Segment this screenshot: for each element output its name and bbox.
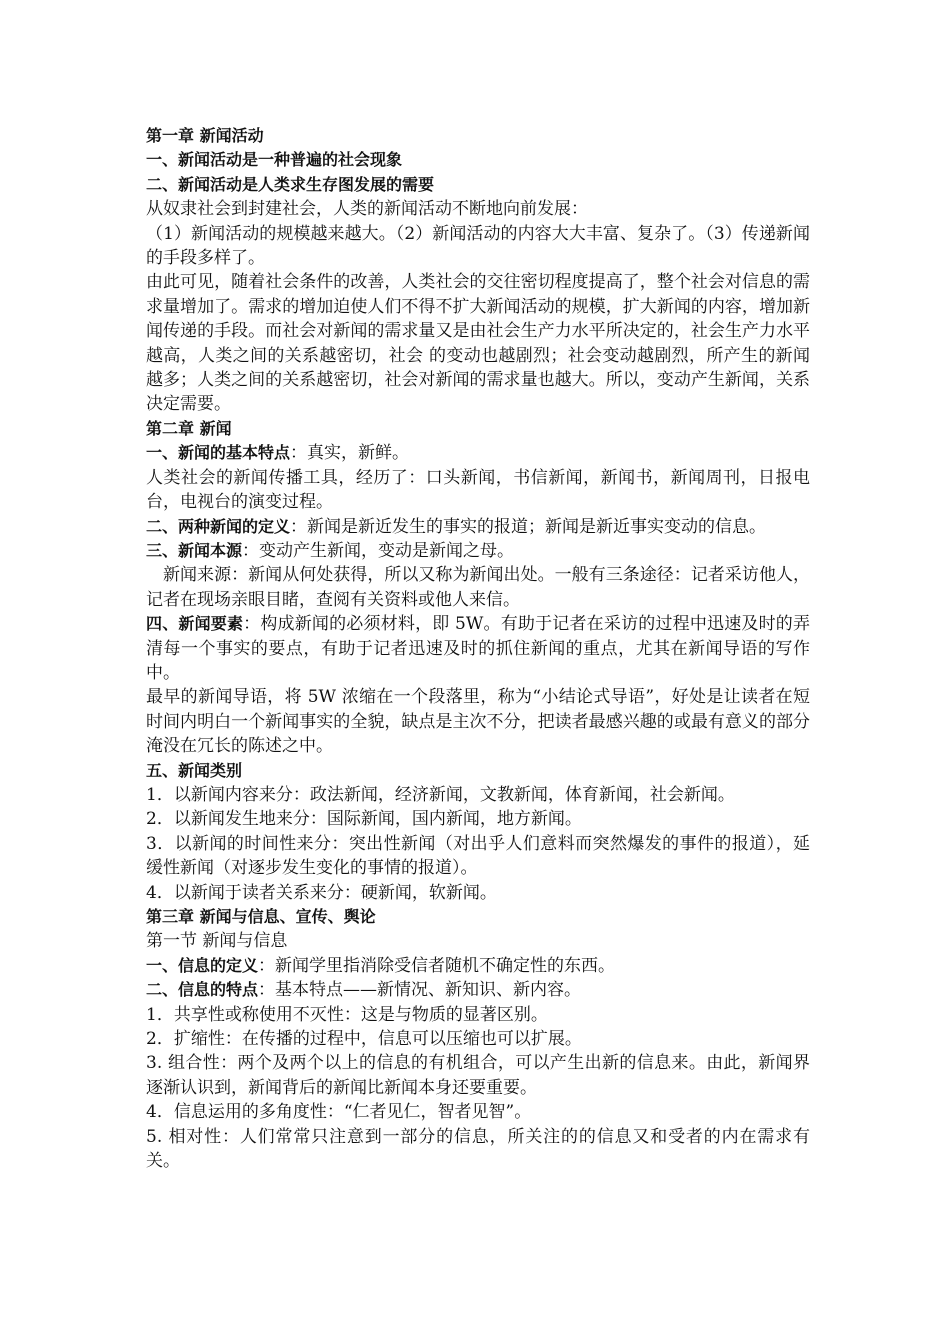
ch1-paragraph-2: （1）新闻活动的规模越来越大。（2）新闻活动的内容大大丰富、复杂了。（3）传递新闻的手段多样了。	[146, 223, 810, 269]
ch3-section-2-text: ：基本特点——新情况、新知识、新内容。	[258, 980, 582, 1001]
ch2-section-2-text: ：新闻是新近发生的事实的报道；新闻是新近事实变动的信息。	[290, 516, 767, 537]
ch3-section-1-label: 一、信息的定义	[146, 955, 259, 975]
document-page	[146, 124, 810, 1173]
ch3-list-item-4: 4．信息运用的多角度性：“仁者见仁，智者见智”。	[146, 1102, 532, 1123]
ch3-section-title: 第一节 新闻与信息	[146, 931, 288, 952]
ch2-section-4-label: 四、新闻要素	[146, 614, 244, 634]
ch3-list-item-1: 1．共享性或称使用不灭性：这是与物质的显著区别。	[146, 1004, 548, 1025]
ch2-section-1-text: ：真实，新鲜。	[290, 443, 410, 464]
ch3-section-2-label: 二、信息的特点	[146, 980, 259, 1000]
ch2-list-item-3: 3．以新闻的时间性来分：突出性新闻（对出乎人们意料而突然爆发的事件的报道），延缓性新闻（对逐步发生变化的事情的报道）。	[146, 833, 810, 879]
chapter-3-title: 第三章 新闻与信息、宣传、舆论	[146, 907, 376, 926]
ch3-list-item-5: 5. 相对性：人们常常只注意到一部分的信息，所关注的的信息又和受者的内在需求有关。	[146, 1126, 810, 1172]
ch1-paragraph-1: 从奴隶社会到封建社会，人类的新闻活动不断地向前发展：	[146, 199, 588, 220]
ch2-section-4-text: ：构成新闻的必须材料，即 5W。有助于记者在采访的过程中迅速及时的弄清每一个事实的要点，有助于记者迅速及时的抓住新闻的重点，尤其在新闻导语的写作中。	[146, 614, 810, 683]
ch2-section-3-label: 三、新闻本源	[146, 540, 243, 560]
chapter-1-title: 第一章 新闻活动	[146, 126, 264, 145]
ch2-list-item-1: 1．以新闻内容来分：政法新闻，经济新闻，文教新闻，体育新闻，社会新闻。	[146, 784, 735, 805]
ch2-section-1	[146, 441, 810, 465]
ch1-heading-1: 一、新闻活动是一种普遍的社会现象	[146, 150, 403, 170]
chapter-2-title: 第二章 新闻	[146, 418, 232, 438]
ch1-heading-2: 二、新闻活动是人类求生存图发展的需要	[146, 174, 435, 194]
ch2-paragraph-3: 最早的新闻导语，将 5W 浓缩在一个段落里，称为“小结论式导语”，好处是让读者在短时间内明白一个新闻事实的全貌，缺点是主次不分，把读者最感兴趣的或最有意义的部分淹没在冗长的陈述之中。	[146, 687, 810, 757]
ch3-section-1-text: ：新闻学里指消除受信者随机不确定性的东西。	[258, 955, 616, 976]
ch3-section-2	[146, 978, 810, 1002]
ch2-paragraph-2: 新闻来源：新闻从何处获得，所以又称为新闻出处。一般有三条途径：记者采访他人，记者在现场亲眼目睹，查阅有关资料或他人来信。	[146, 565, 810, 610]
ch2-section-4	[146, 612, 810, 685]
ch2-section-2-label: 二、两种新闻的定义	[146, 516, 291, 536]
ch2-list-item-4: 4．以新闻于读者关系来分：硬新闻，软新闻。	[146, 882, 497, 903]
ch2-section-1-label: 一、新闻的基本特点	[146, 443, 291, 463]
ch2-list-item-2: 2．以新闻发生地来分：国际新闻，国内新闻，地方新闻。	[146, 809, 582, 830]
ch2-section-5: 五、新闻类别	[146, 760, 243, 780]
ch1-paragraph-3: 由此可见，随着社会条件的改善，人类社会的交往密切程度提高了，整个社会对信息的需求量增加了。需求的增加迫使人们不得不扩大新闻活动的规模，扩大新闻的内容，增加新闻传递的手段。而社会对新闻的需求量又是由社会生产力水平所决定的，社会生产力水平越高，人类之间的关系越密切，社会 的变动也越剧烈；社会变动越剧烈，所产生的新闻越多；人类之间的关系越密切，社会对新闻的需求量也越大。所以，变动产生新闻，关系决定需要。	[146, 272, 810, 415]
ch2-section-3-text: ：变动产生新闻，变动是新闻之母。	[242, 540, 515, 561]
ch3-section-1	[146, 954, 810, 978]
ch2-paragraph-1: 人类社会的新闻传播工具，经历了：口头新闻，书信新闻，新闻书，新闻周刊，日报电台，电视台的演变过程。	[146, 467, 810, 513]
ch3-list-item-2: 2．扩缩性：在传播的过程中，信息可以压缩也可以扩展。	[146, 1029, 582, 1050]
ch2-section-2	[146, 515, 810, 539]
ch2-section-3	[146, 539, 810, 563]
ch3-list-item-3: 3. 组合性：两个及两个以上的信息的有机组合，可以产生出新的信息来。由此，新闻界逐渐认识到，新闻背后的新闻比新闻本身还要重要。	[146, 1053, 810, 1098]
